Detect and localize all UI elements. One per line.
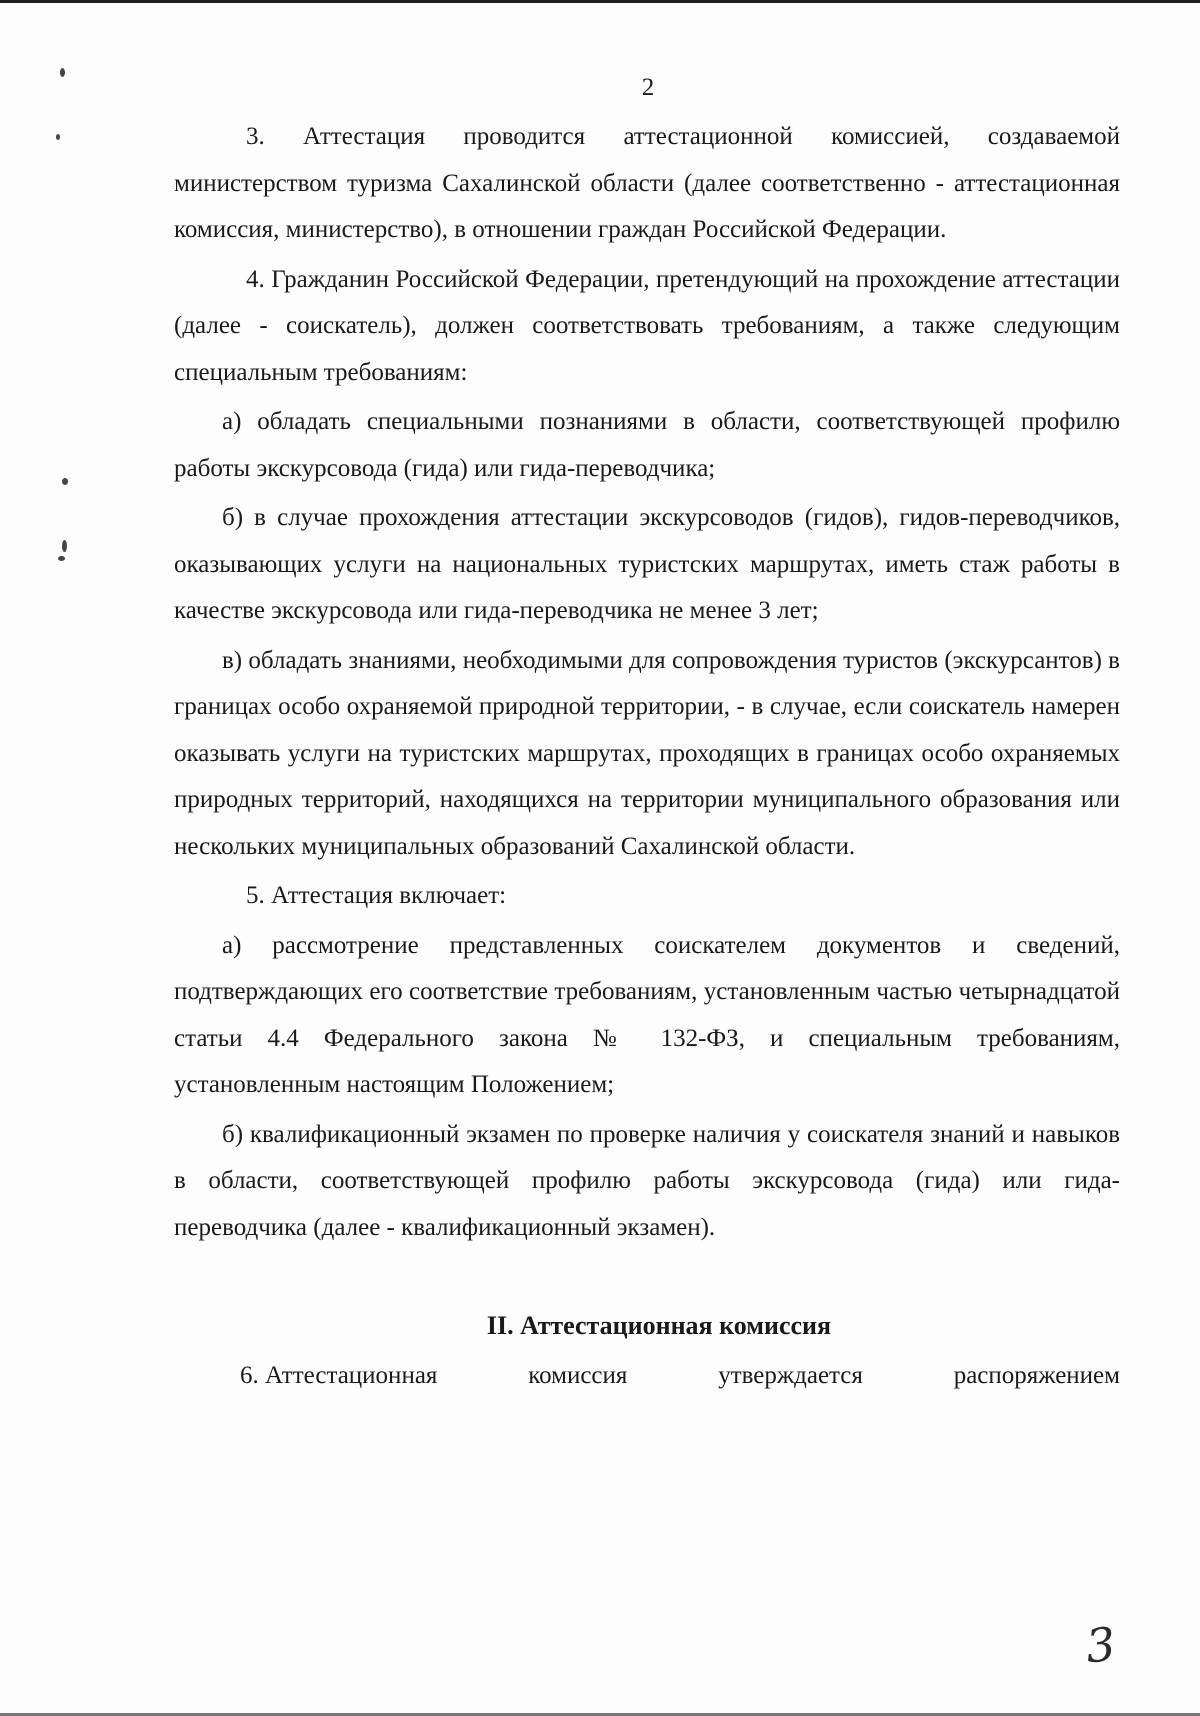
scan-top-edge <box>0 0 1200 3</box>
page-number: 2 <box>641 74 655 101</box>
paragraph-6-word-2: комиссия <box>528 1361 628 1389</box>
paragraph-4: 4. Гражданин Российской Федерации, претендующий на прохождение аттестации (далее - соискатель), должен соответствовать требованиям, а также следующим специальным требованиям: <box>174 265 1120 386</box>
handwritten-page-mark: 3 <box>1083 1616 1119 1674</box>
paragraph-3: 3. Аттестация проводится аттестационной комиссией, создаваемой министерством туризма Сахалинской области (далее соответственно - аттестационная комиссия, министерство), в отношении граждан Российской Федерации. <box>174 123 1120 243</box>
scan-speck <box>62 478 68 485</box>
scan-speck <box>62 540 67 552</box>
document-body <box>174 114 1120 1399</box>
paragraph-4b: б) в случае прохождения аттестации экскурсоводов (гидов), гидов-переводчиков, оказывающих услуги на национальных туристских маршрутах, иметь стаж работы в качестве экскурсовода или гида-переводчика не менее 3 лет; <box>174 504 1120 624</box>
scan-speck <box>58 556 65 561</box>
paragraph-5a: а) рассмотрение представленных соискателем документов и сведений, подтверждающих его соответствие требованиям, установленным частью четырнадцатой статьи 4.4 Федерального закона № 132-ФЗ, и специальным требованиям, установленным настоящим Положением; <box>174 931 1120 1098</box>
paragraph-6-word-4: распоряжением <box>953 1361 1120 1389</box>
paragraph-6-word-1: 6. Аттестационная <box>240 1361 438 1389</box>
paragraph-5b: б) квалификационный экзамен по проверке наличия у соискателя знаний и навыков в области, соответствующей профилю работы экскурсовода (гида) или гида-переводчика (далее - квалификационный экзамен). <box>174 1120 1120 1241</box>
paragraph-5: 5. Аттестация включает: <box>246 882 507 909</box>
scan-speck <box>60 68 65 77</box>
paragraph-6 <box>174 1353 1120 1400</box>
section-heading: II. Аттестационная комиссия <box>486 1311 832 1340</box>
paragraph-6-word-3: утверждается <box>718 1361 863 1389</box>
paragraph-4v: в) обладать знаниями, необходимыми для сопровождения туристов (экскурсантов) в границах особо охраняемой природной территории, - в случае, если соискатель намерен оказывать услуги на туристских маршрутах, проходящих в границах особо охраняемых природных территорий, находящихся на территории муниципального образования или нескольких муниципальных образований Сахалинской области. <box>174 646 1120 860</box>
scan-speck <box>56 134 60 140</box>
paragraph-4a: а) обладать специальными познаниями в области, соответствующей профилю работы экскурсовода (гида) или гида-переводчика; <box>174 408 1120 482</box>
